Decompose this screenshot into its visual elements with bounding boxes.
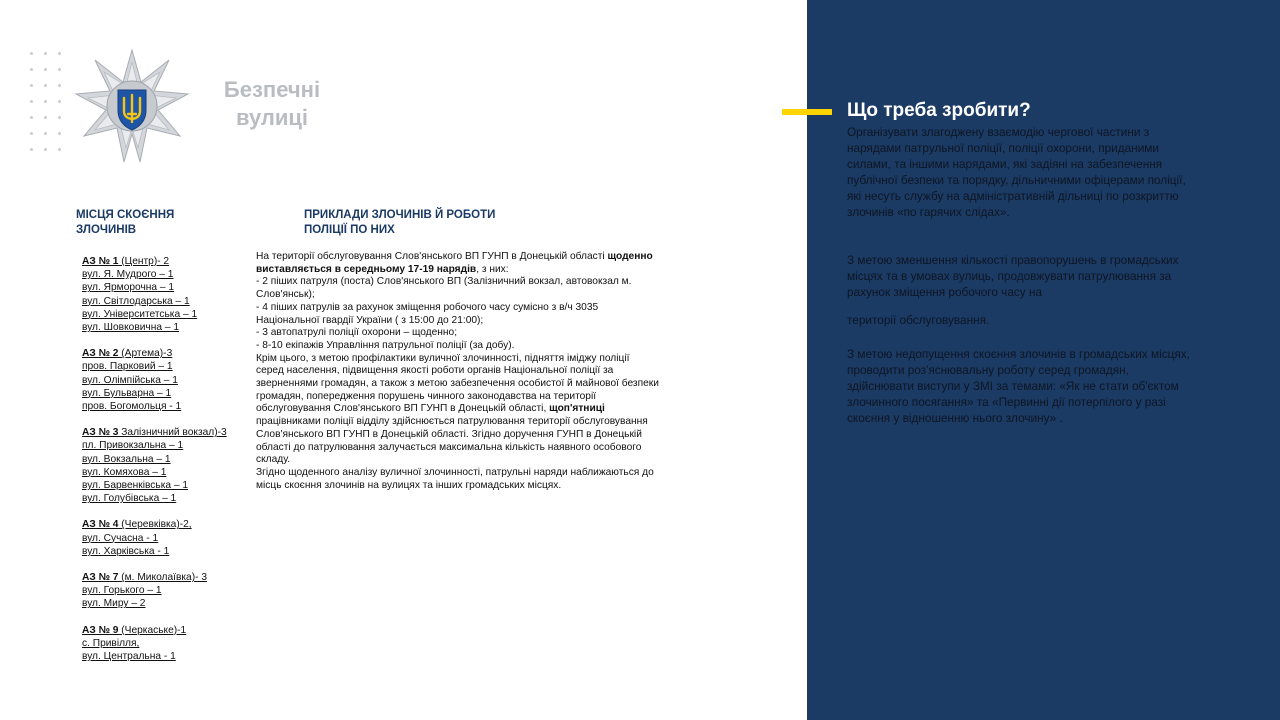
street-item: пл. Привокзальна – 1 [82, 440, 184, 452]
examples-para: Згідно щоденного аналізу вуличної злочинності, патрульні наряди наближаються до місць скоєння злочинів на вулицях та інших громадських місцях. [256, 466, 654, 491]
street-item: вул. Сучасна - 1 [82, 532, 159, 544]
street-item: пров. Парковий – 1 [82, 361, 173, 373]
group-heading [82, 255, 247, 268]
group-heading [82, 518, 247, 531]
az-label: АЗ № 2 [82, 348, 119, 360]
examples-intro [256, 251, 660, 276]
az-title: (Артема)-3 [118, 348, 173, 360]
action-paragraph: З метою зменшення кількості правопорушень в громадських місцях та в умовах вулиць, продовжувати патрулювання за рахунок зміщення робочого часу на [847, 253, 1179, 299]
street-item: вул. Вокзальна – 1 [82, 453, 171, 465]
intro-end: , з них: [476, 263, 509, 275]
examples-item: - 3 автопатрулі поліції охорони – щоденно; [256, 327, 458, 339]
street-item: вул. Бульварна – 1 [82, 387, 172, 399]
az-title: (Черкаське)-1 [118, 624, 187, 636]
az-label: АЗ № 9 [82, 624, 119, 636]
street-item: вул. Університетська – 1 [82, 308, 198, 320]
street-item: вул. Світлодарська – 1 [82, 295, 190, 307]
brand-line-1: Безпечні [223, 77, 321, 102]
az-label: АЗ № 4 [82, 519, 119, 531]
group-heading [82, 347, 247, 360]
action-paragraph: території обслуговування. [847, 313, 990, 327]
examples-item: - 2 піших патруля (поста) Слов'янського ВП (Залізничний вокзал, автовокзал м. Слов'янськ); [256, 276, 632, 301]
places-header: МІСЦЯ СКОЄННЯ ЗЛОЧИНІВ [76, 209, 175, 236]
place-group [82, 624, 247, 664]
street-item: вул. Комяхова – 1 [82, 466, 167, 478]
para2-bold: щоп'ятниці [549, 403, 605, 415]
intro-bold: щоденно виставляється в середньому 17-19 нарядів [256, 251, 653, 275]
group-heading [82, 571, 247, 584]
accent-bar [782, 109, 832, 115]
place-group [82, 518, 247, 558]
street-item: вул. Горького – 1 [82, 585, 162, 597]
para2-text: Крім цього, з метою профілактики вуличної злочинності, підняття іміджу поліції серед населення, підвищення якості роботи органів Національної поліції за зверненнями громадян, а також з метою забезпечення особистої й майнової безпеки громадян, попередження порушень чинного законодавства на території обслуговування Слов'янського ВП ГУНП в Донецькій області, [256, 352, 659, 415]
street-item: вул. Барвенківська – 1 [82, 480, 189, 492]
street-item: пров. Богомольця - 1 [82, 401, 182, 413]
action-title: Що треба зробити? [847, 100, 1031, 121]
place-group [82, 426, 247, 505]
az-title: (м. Миколаївка)- 3 [118, 572, 207, 584]
brand-title [200, 76, 344, 132]
street-item: вул. Олімпійська – 1 [82, 374, 178, 386]
street-item: вул. Ярморочна – 1 [82, 282, 175, 294]
street-item: вул. Шовковична – 1 [82, 322, 180, 334]
street-item: с. Привілля, [82, 637, 140, 649]
az-title: Залізничний вокзал)-3 [118, 427, 227, 439]
intro-text: На території обслуговування Слов'янського ВП ГУНП в Донецькій області [256, 251, 608, 262]
street-item: вул. Центральна - 1 [82, 651, 176, 663]
places-list [82, 255, 247, 676]
place-group [82, 255, 247, 334]
street-item: вул. Я. Мудрого – 1 [82, 269, 174, 281]
action-paragraph: З метою недопущення скоєння злочинів в громадських місцях, проводити роз'яснювальну роботу серед громадян, здійснювати виступи у ЗМІ за темами: «Як не стати об'єктом злочинного посягання» та «Первинні дії потерпілого у разі скоєння у відношенню нього злочину» . [847, 347, 1190, 425]
street-item: вул. Миру – 2 [82, 598, 146, 610]
street-item: вул. Харківська - 1 [82, 545, 170, 557]
az-label: АЗ № 7 [82, 572, 119, 584]
examples-item: - 4 піших патрулів за рахунок зміщення робочого часу сумісно з в/ч 3035 Національної гвардії України ( з 15:00 до 21:00); [256, 301, 599, 326]
para2-end: працівниками поліції відділу здійснюється патрулювання території обслуговування Слов'янського ВП ГУНП в Донецькій області. Згідно доручення ГУНП в Донецькій області до патрулювання залучається максимальна кількість наявного особового складу. [256, 416, 648, 466]
group-heading [82, 426, 247, 439]
street-item: вул. Голубівська – 1 [82, 493, 177, 505]
az-label: АЗ № 3 [82, 427, 119, 439]
brand-line-2: вулиці [235, 105, 309, 130]
place-group [82, 571, 247, 611]
police-star-trident-icon [74, 48, 190, 164]
az-label: АЗ № 1 [82, 256, 119, 267]
examples-header: ПРИКЛАДИ ЗЛОЧИНІВ Й РОБОТИ ПОЛІЦІЇ ПО НИХ [304, 209, 496, 236]
examples-para [256, 353, 660, 467]
examples-text [256, 251, 660, 492]
az-title: (Черевківка)-2, [118, 519, 192, 531]
place-group [82, 347, 247, 413]
az-title: (Центр)- 2 [118, 256, 170, 267]
decorative-dots [28, 50, 68, 160]
examples-item: - 8-10 екіпажів Управління патрульної поліції (за добу). [256, 339, 515, 351]
group-heading [82, 624, 247, 637]
action-paragraph: Організувати злагоджену взаємодію чергової частини з нарядами патрульної поліції, поліції охорони, приданими силами, та іншими нарядами, які задіяні на забезпечення публічної безпеки та порядку, дільничними офіцерами поліції, які несуть службу на адміністративній дільниці по розкриттю злочинів «по гарячих слідах». [847, 125, 1186, 219]
